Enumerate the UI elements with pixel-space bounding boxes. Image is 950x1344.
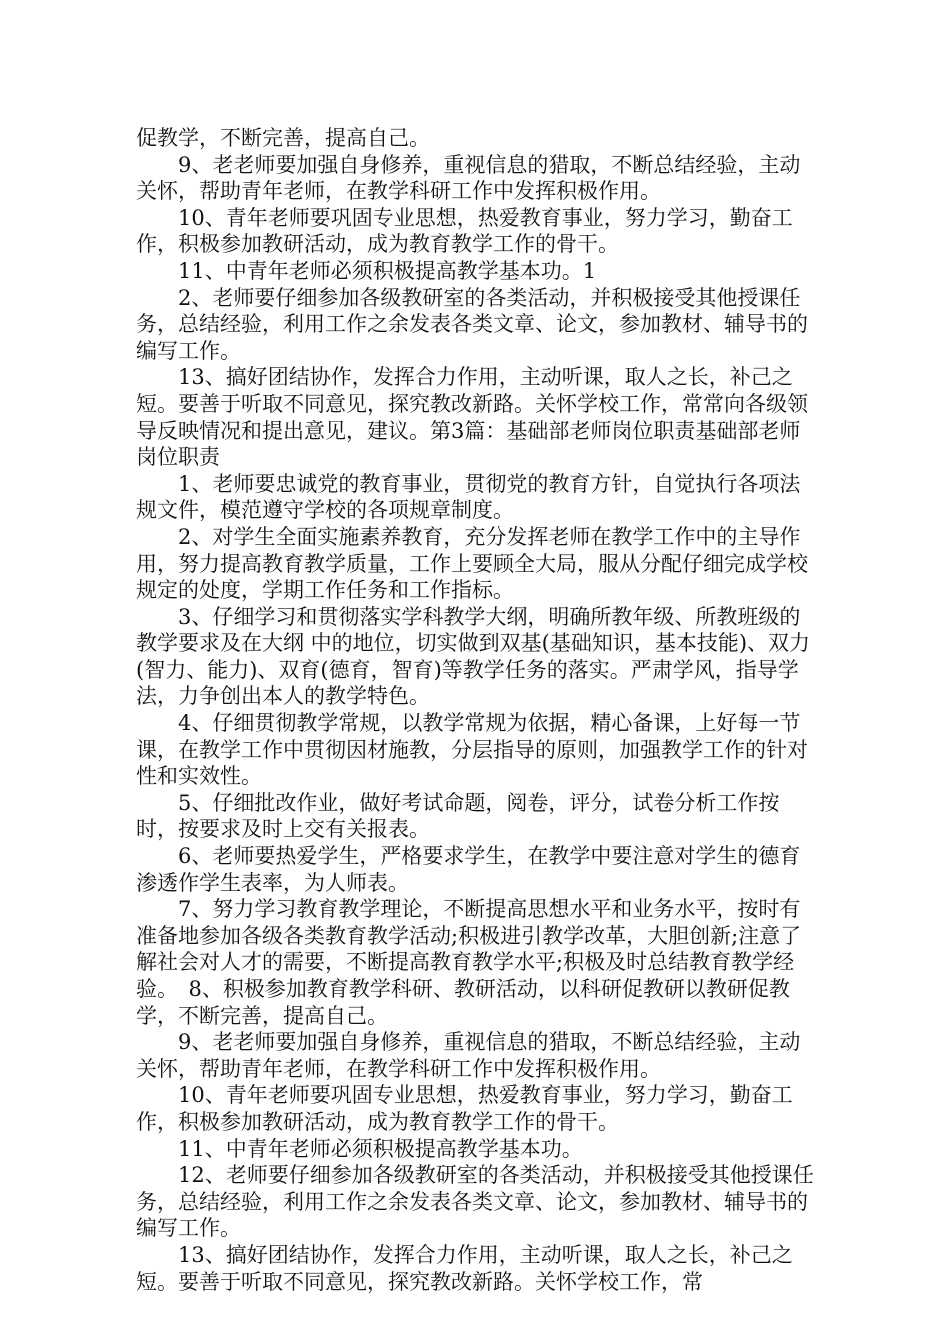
paragraph: 9、老老师要加强自身修养，重视信息的猎取，不断总结经验，主动关怀，帮助青年老师，在教学科研工作中发挥积极作用。	[136, 152, 801, 204]
paragraph: 11、中青年老师必须积极提高教学基本功。	[178, 1136, 583, 1161]
paragraph: 4、仔细贯彻教学常规，以教学常规为依据，精心备课，上好每一节课，在教学工作中贯彻因材施教，分层指导的原则，加强教学工作的针对性和实效性。	[136, 711, 808, 789]
paragraph: 2、对学生全面实施素养教育，充分发挥老师在教学工作中的主导作用，努力提高教育教学质量，工作上要顾全大局，服从分配仔细完成学校规定的处度，学期工作任务和工作指标。	[136, 524, 808, 603]
paragraph: 5、仔细批改作业，做好考试命题，阅卷，评分，试卷分析工作按时，按要求及时上交有关报表。	[136, 790, 780, 842]
paragraph: 1、老师要忠诚党的教育事业，贯彻党的教育方针，自觉执行各项法规文件，模范遵守学校的各项规章制度。	[136, 471, 801, 523]
paragraph: 10、青年老师要巩固专业思想，热爱教育事业，努力学习，勤奋工作，积极参加教研活动，成为教育教学工作的骨干。	[136, 1083, 793, 1134]
paragraph: 13、搞好团结协作，发挥合力作用，主动听课，取人之长，补己之短。要善于听取不同意见，探究教改新路。关怀学校工作，常常向各级领导反映情况和提出意见，建议。第3篇：基础部老师岗位职责基础部老师岗位职责	[136, 365, 808, 470]
paragraph: 2、老师要仔细参加各级教研室的各类活动，并积极接受其他授课任务，总结经验，利用工作之余发表各类文章、论文，参加教材、辅导书的编写工作。	[136, 285, 808, 363]
paragraph: 11、中青年老师必须积极提高教学基本功。1	[178, 258, 597, 283]
paragraph: 7、努力学习教育教学理论，不断提高思想水平和业务水平，按时有准备地参加各级各类教育教学活动;积极进引教学改革，大胆创新;注意了解社会对人才的需要，不断提高教育教学水平;积极及时总结教育教学经验。 8、积极参加教育教学科研、教研活动，以科研促教研以教研促教学，不断完善，提高自己。	[136, 897, 802, 1028]
paragraph: 12、老师要仔细参加各级教研室的各类活动，并积极接受其他授课任务，总结经验，利用工作之余发表各类文章、论文，参加教材、辅导书的编写工作。	[136, 1163, 814, 1241]
paragraph: 促教学，不断完善，提高自己。	[136, 126, 430, 150]
paragraph: 13、搞好团结协作，发挥合力作用，主动听课，取人之长，补己之短。要善于听取不同意见，探究教改新路。关怀学校工作，常	[136, 1242, 793, 1294]
paragraph: 3、仔细学习和贯彻落实学科教学大纲，明确所教年级、所教班级的教学要求及在大纲 中的地位，切实做到双基(基础知识，基本技能)、双力(智力、能力)、双育(德育，智育)等教学任务的落实。严肃学风，指导学法，力争创出本人的教学特色。	[136, 604, 811, 709]
paragraph: 10、青年老师要巩固专业思想，热爱教育事业，努力学习，勤奋工作，积极参加教研活动，成为教育教学工作的骨干。	[136, 205, 793, 257]
paragraph: 9、老老师要加强自身修养，重视信息的猎取，不断总结经验，主动关怀，帮助青年老师，在教学科研工作中发挥积极作用。	[136, 1030, 801, 1081]
document-body	[136, 125, 816, 1295]
paragraph: 6、老师要热爱学生，严格要求学生，在教学中要注意对学生的德育渗透作学生表率，为人师表。	[136, 844, 801, 895]
